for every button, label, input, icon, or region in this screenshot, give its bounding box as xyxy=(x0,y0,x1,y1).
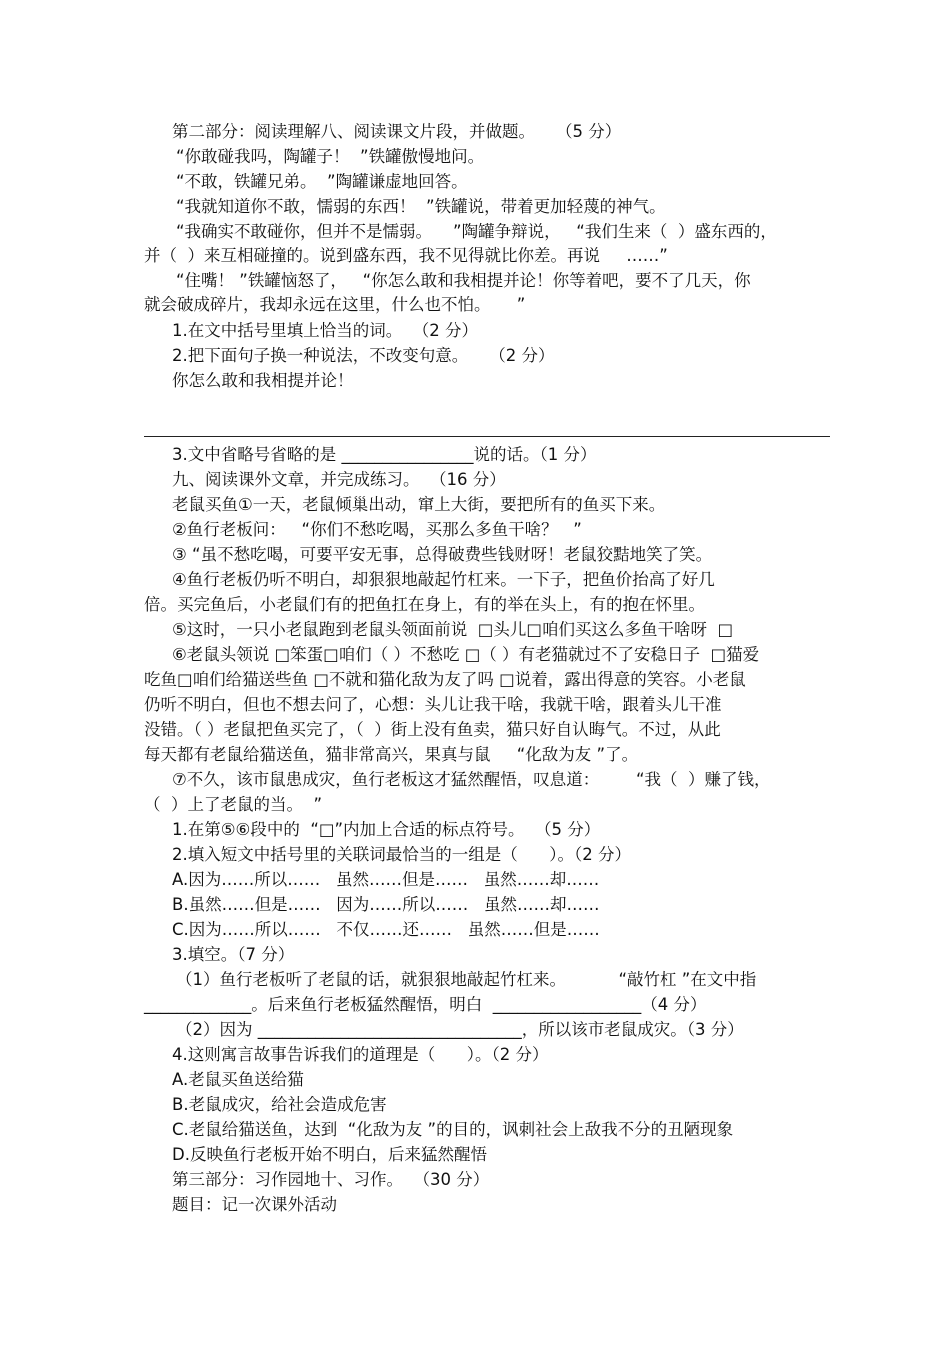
story-line: ⑦不久，该市鼠患成灾，鱼行老板这才猛然醒悟，叹息道： “我（ ）赚了钱， xyxy=(172,770,771,789)
essay-title: 题目：记一次课外活动 xyxy=(172,1195,337,1214)
option-d: D.反映鱼行老板开始不明白，后来猛然醒悟 xyxy=(172,1145,487,1164)
passage-line: “不敢，铁罐兄弟。 ”陶罐谦虚地回答。 xyxy=(176,172,468,191)
question-2: 2.把下面句子换一种说法，不改变句意。 （2 分） xyxy=(172,346,555,365)
passage-line: “我就知道你不敢，懦弱的东西！ ”铁罐说，带着更加轻蔑的神气。 xyxy=(176,197,666,216)
story-line: 老鼠买鱼①一天，老鼠倾巢出动，窜上大街，要把所有的鱼买下来。 xyxy=(172,495,666,514)
story-line: （ ）上了老鼠的当。 ” xyxy=(144,795,323,814)
story-line: ②鱼行老板问： “你们不愁吃喝，买那么多鱼干啥？ ” xyxy=(172,520,582,539)
story-line: ③ “虽不愁吃喝，可要平安无事，总得破费些钱财呀！老鼠狡黠地笑了笑。 xyxy=(172,545,713,564)
option-a: A.因为……所以…… 虽然……但是…… 虽然……却…… xyxy=(172,870,600,889)
question-9-1: 1.在第⑤⑥段中的 “□”内加上合适的标点符号。 （5 分） xyxy=(172,820,601,839)
option-b: B.虽然……但是…… 因为……所以…… 虽然……却…… xyxy=(172,895,600,914)
section-2-heading: 第二部分：阅读理解八、阅读课文片段，并做题。 （5 分） xyxy=(172,122,622,141)
section-3-heading: 第三部分：习作园地十、习作。 （30 分） xyxy=(172,1170,490,1189)
passage-line: “我确实不敢碰你，但并不是懦弱。 ”陶罐争辩说， “我们生来（ ）盛东西的， xyxy=(176,222,777,241)
option-b: B.老鼠成灾，给社会造成危害 xyxy=(172,1095,387,1114)
fill-blank-2: （2）因为 ________________________________，所以该市老鼠成灾。（3 分） xyxy=(176,1020,744,1039)
question-3: 3.文中省略号省略的是 ________________说的话。（1 分） xyxy=(172,445,597,464)
story-line: 没错。（ ）老鼠把鱼买完了，（ ）街上没有鱼卖，猫只好自认晦气。不过，从此 xyxy=(144,720,721,739)
question-1: 1.在文中括号里填上恰当的词。 （2 分） xyxy=(172,321,478,340)
option-c: C.老鼠给猫送鱼，达到 “化敌为友 ”的目的，讽刺社会上敌我不分的丑陋现象 xyxy=(172,1120,734,1139)
passage-line: “住嘴！ ”铁罐恼怒了， “你怎么敢和我相提并论！你等着吧，要不了几天，你 xyxy=(176,271,751,290)
option-c: C.因为……所以…… 不仅……还…… 虽然……但是…… xyxy=(172,920,600,939)
passage-line: 并（ ）来互相碰撞的。说到盛东西，我不见得就比你差。再说 ……” xyxy=(144,246,668,265)
question-2-sentence: 你怎么敢和我相提并论！ xyxy=(172,371,354,390)
story-line: ⑤这时，一只小老鼠跑到老鼠头领面前说 □头儿□咱们买这么多鱼干啥呀 □ xyxy=(172,620,734,639)
story-line: ④鱼行老板仍听不明白，却狠狠地敲起竹杠来。一下子，把鱼价抬高了好几 xyxy=(172,570,715,589)
section-9-heading: 九、阅读课外文章，并完成练习。 （16 分） xyxy=(172,470,506,489)
story-line: 倍。买完鱼后，小老鼠们有的把鱼扛在身上，有的举在头上，有的抱在怀里。 xyxy=(144,595,705,614)
question-9-4: 4.这则寓言故事告诉我们的道理是（ ）。（2 分） xyxy=(172,1045,549,1064)
story-line: 每天都有老鼠给猫送鱼，猫非常高兴，果真与鼠 “化敌为友 ”了。 xyxy=(144,745,639,764)
question-9-2: 2.填入短文中括号里的关联词最恰当的一组是（ ）。（2 分） xyxy=(172,845,631,864)
fill-blank-1-cont: _____________。后来鱼行老板猛然醒悟，明白 __________________（4 分） xyxy=(144,995,707,1014)
fill-blank-1: （1）鱼行老板听了老鼠的话，就狠狠地敲起竹杠来。 “敲竹杠 ”在文中指 xyxy=(176,970,757,989)
passage-line: “你敢碰我吗，陶罐子！ ”铁罐傲慢地问。 xyxy=(176,147,485,166)
story-line: 吃鱼□咱们给猫送些鱼 □不就和猫化敌为友了吗 □说着，露出得意的笑容。小老鼠 xyxy=(144,670,746,689)
question-9-3: 3.填空。（7 分） xyxy=(172,945,295,964)
answer-line xyxy=(144,436,830,437)
passage-line: 就会破成碎片，我却永远在这里，什么也不怕。 ” xyxy=(144,295,526,314)
option-a: A.老鼠买鱼送给猫 xyxy=(172,1070,304,1089)
story-line: 仍听不明白，但也不想去问了，心想：头儿让我干啥，我就干啥，跟着头儿干准 xyxy=(144,695,722,714)
story-line: ⑥老鼠头领说 □笨蛋□咱们（ ）不愁吃 □（ ）有老猫就过不了安稳日子 □猫爱 xyxy=(172,645,760,664)
